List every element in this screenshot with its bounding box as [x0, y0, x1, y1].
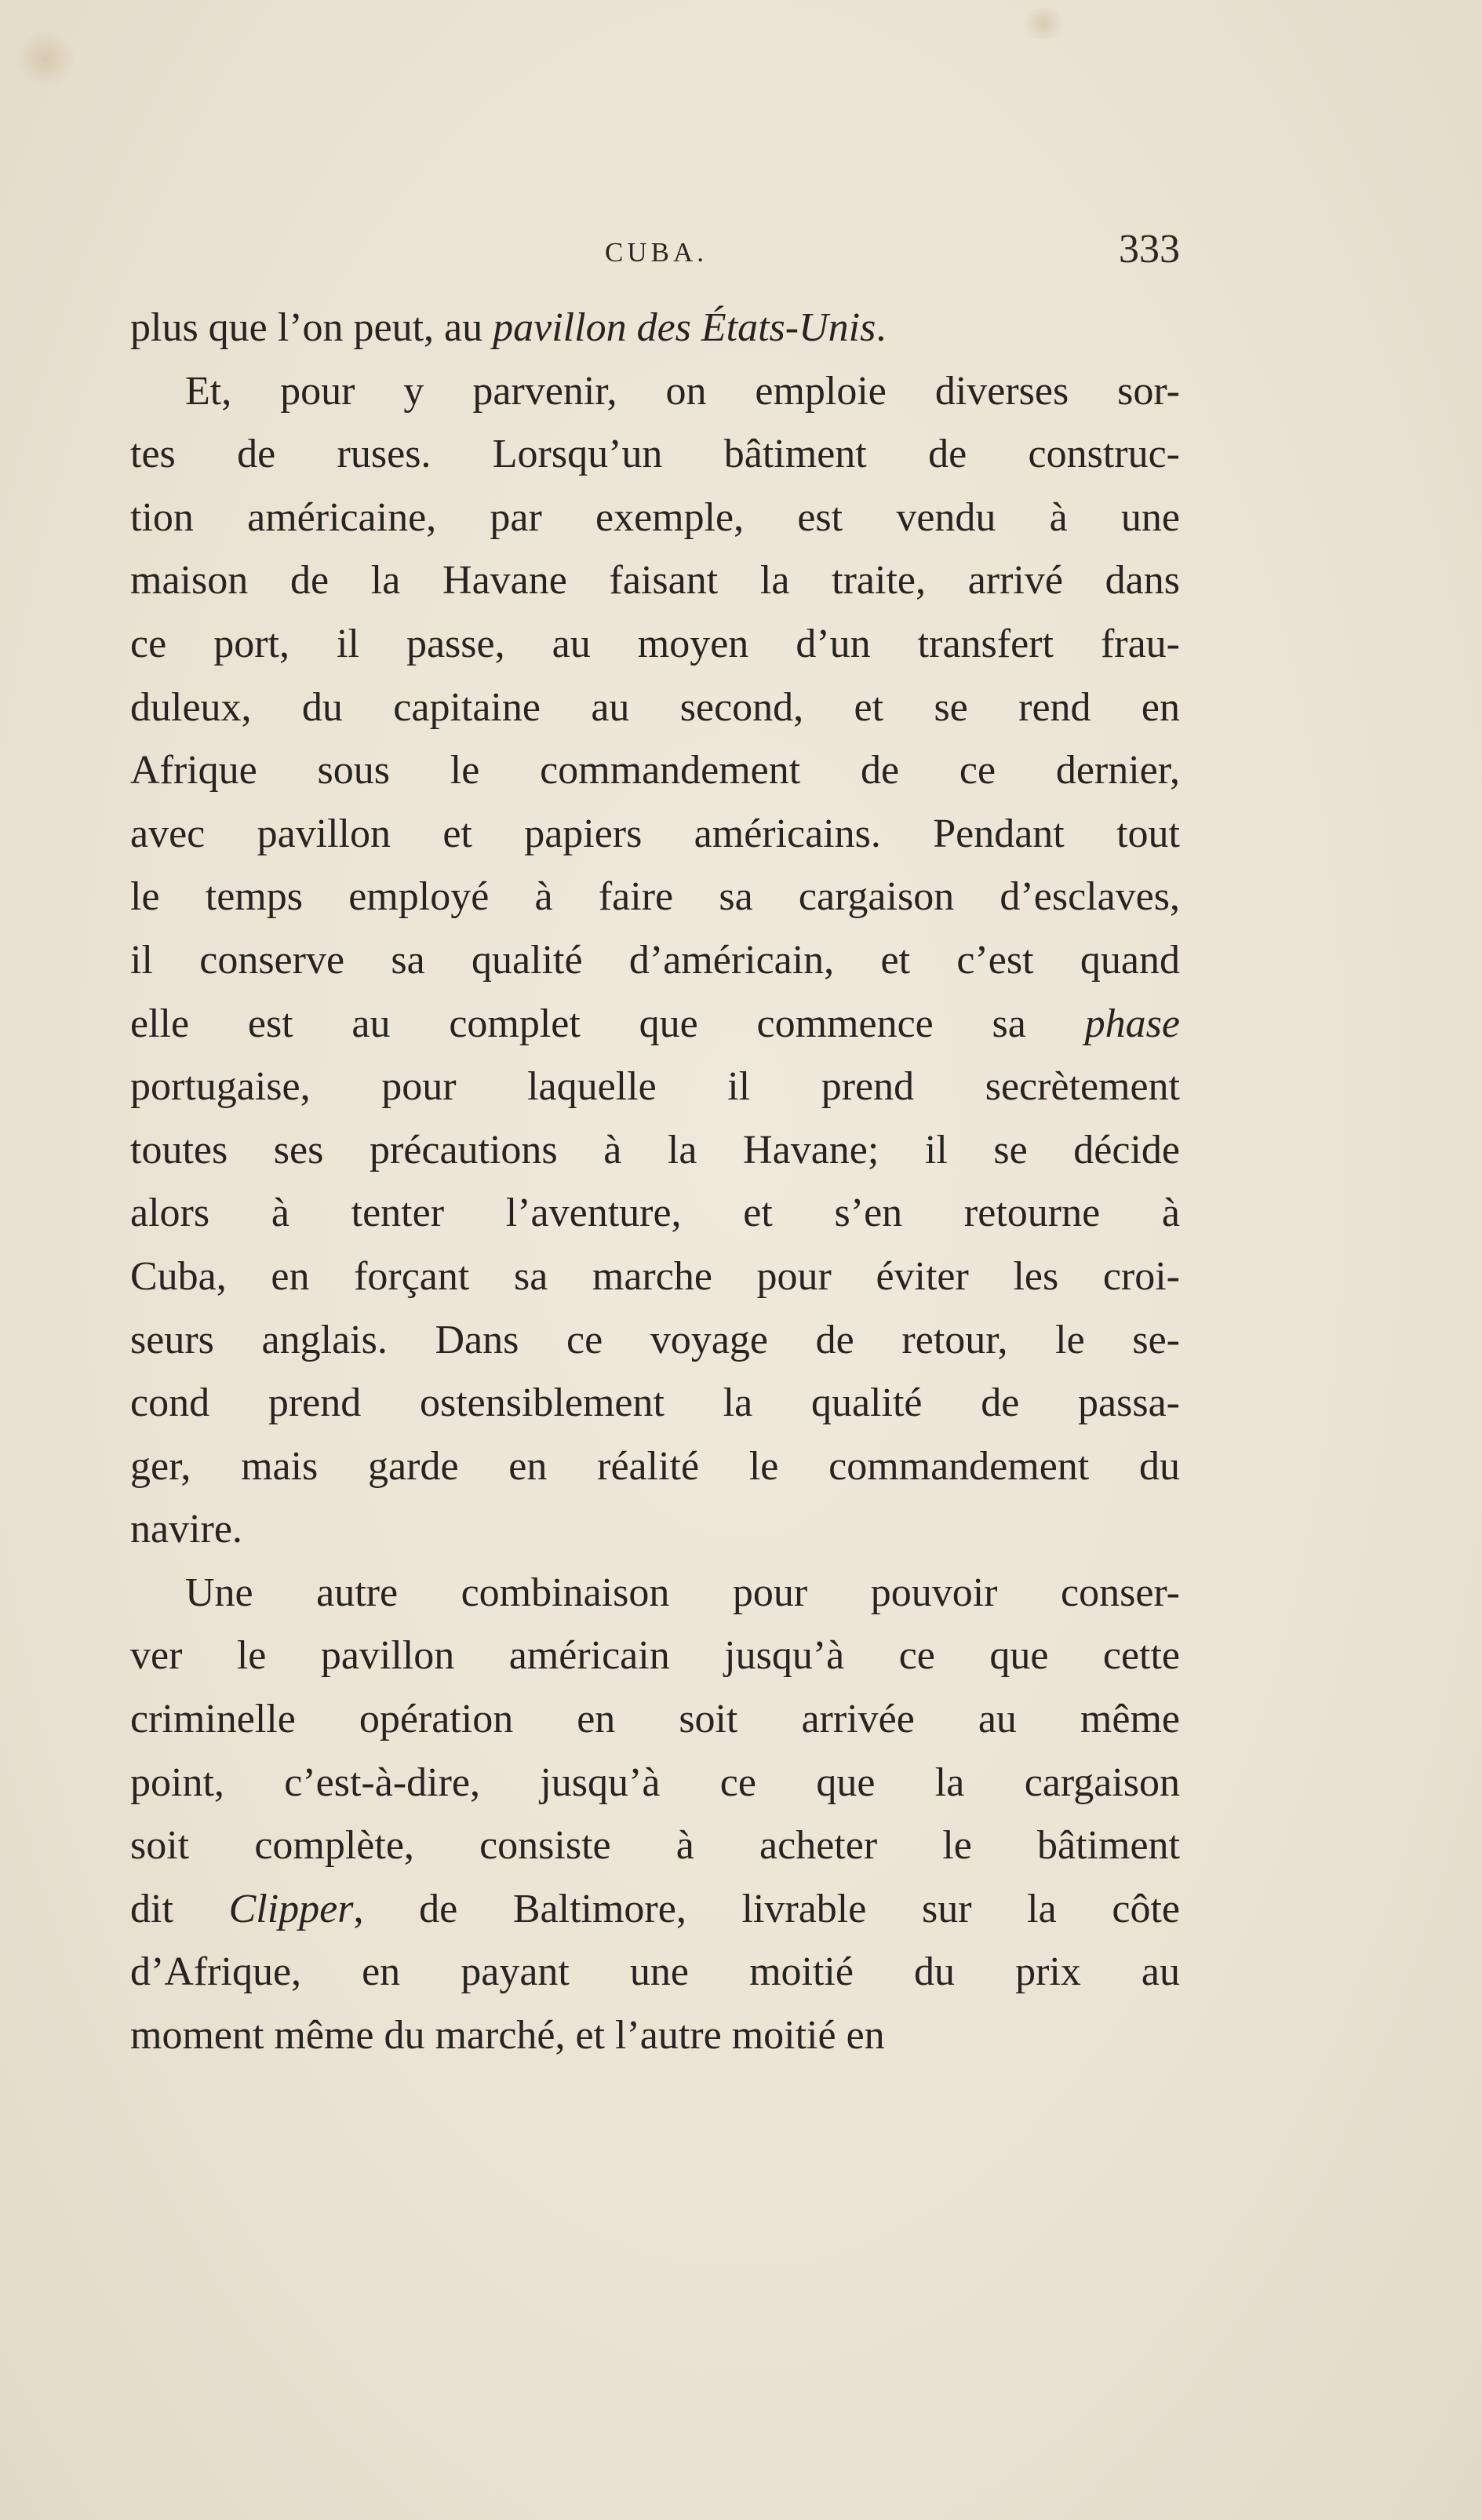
text-line [130, 297, 1180, 360]
text-line [130, 423, 1180, 487]
text-line [130, 549, 1180, 613]
text-line [130, 1814, 1180, 1878]
paper-stain [14, 31, 77, 86]
text-line [130, 676, 1180, 740]
text-segment: ver le pavillon américain jusqu’à ce que cette [130, 1633, 1180, 1679]
text-line [130, 1688, 1180, 1752]
text-segment: d’Afrique, en payant une moitié du prix au [130, 1949, 1180, 1995]
text-segment: avec pavillon et papiers américains. Pendant tout [130, 811, 1180, 856]
text-segment: dit [130, 1886, 229, 1931]
text-segment: , de Baltimore, livrable sur la côte [353, 1886, 1180, 1931]
text-line [130, 1752, 1180, 1815]
text-segment: tes de ruses. Lorsqu’un bâtiment de construc- [130, 432, 1180, 477]
text-segment: soit complète, consiste à acheter le bâtiment [130, 1823, 1180, 1869]
text-line [130, 1562, 1180, 1625]
text-segment: toutes ses précautions à la Havane; il se décide [130, 1127, 1180, 1172]
text-line [130, 1056, 1180, 1119]
text-segment: ger, mais garde en réalité le commandement du [130, 1443, 1180, 1489]
italic-text: phase [1084, 1001, 1180, 1046]
page-number: 333 [1119, 227, 1180, 272]
text-segment: portugaise, pour laquelle il prend secrètement [130, 1064, 1180, 1110]
text-line [130, 613, 1180, 676]
text-line [130, 487, 1180, 550]
text-line [130, 1625, 1180, 1688]
text-line [130, 1941, 1180, 2004]
text-line [130, 360, 1180, 424]
paragraph [130, 1562, 1180, 2068]
text-line [130, 803, 1180, 866]
text-segment: maison de la Havane faisant la traite, arrivé dans [130, 558, 1180, 604]
running-head [130, 226, 1180, 281]
text-line [130, 2004, 1180, 2068]
italic-text: Clipper [228, 1886, 354, 1931]
text-segment: Et, pour y parvenir, on emploie diverses sor- [185, 368, 1180, 414]
text-segment: Afrique sous le commandement de ce dernier, [130, 748, 1180, 793]
text-segment: cond prend ostensiblement la qualité de passa- [130, 1380, 1180, 1426]
text-line [130, 993, 1180, 1056]
text-line [130, 1498, 1180, 1562]
text-segment: point, c’est-à-dire, jusqu’à ce que la cargaison [130, 1760, 1180, 1805]
paragraph [130, 297, 1180, 360]
text-segment: navire. [130, 1507, 242, 1552]
text-segment: ce port, il passe, au moyen d’un transfert frau- [130, 621, 1180, 666]
text-line [130, 1372, 1180, 1435]
text-line [130, 1245, 1180, 1309]
text-line [130, 1435, 1180, 1499]
text-line [130, 1878, 1180, 1942]
running-head-title: CUBA. [605, 237, 708, 268]
text-segment: tion américaine, par exemple, est vendu à une [130, 494, 1180, 540]
text-segment: seurs anglais. Dans ce voyage de retour, le se- [130, 1317, 1180, 1362]
text-line [130, 739, 1180, 803]
text-segment: il conserve sa qualité d’américain, et c’est quand [130, 937, 1180, 983]
text-segment: Cuba, en forçant sa marche pour éviter les croi- [130, 1253, 1180, 1299]
text-segment: elle est au complet que commence sa [130, 1001, 1085, 1046]
paper-stain [1020, 8, 1067, 39]
text-segment: . [876, 305, 887, 350]
text-line [130, 1182, 1180, 1245]
text-segment: alors à tenter l’aventure, et s’en retourne à [130, 1191, 1180, 1236]
text-segment: plus que l’on peut, au [130, 305, 493, 350]
text-line [130, 1309, 1180, 1373]
text-segment: criminelle opération en soit arrivée au même [130, 1697, 1180, 1742]
text-segment: Une autre combinaison pour pouvoir conser- [185, 1570, 1180, 1615]
text-segment: duleux, du capitaine au second, et se rend en [130, 684, 1180, 730]
text-line [130, 929, 1180, 993]
text-line [130, 1119, 1180, 1183]
paragraph [130, 360, 1180, 1562]
text-segment: moment même du marché, et l’autre moitié en [130, 2013, 885, 2059]
text-line [130, 866, 1180, 929]
italic-text: pavillon des États-Unis [493, 305, 876, 350]
text-segment: le temps employé à faire sa cargaison d’esclaves, [130, 874, 1180, 920]
body-text [130, 297, 1180, 2068]
